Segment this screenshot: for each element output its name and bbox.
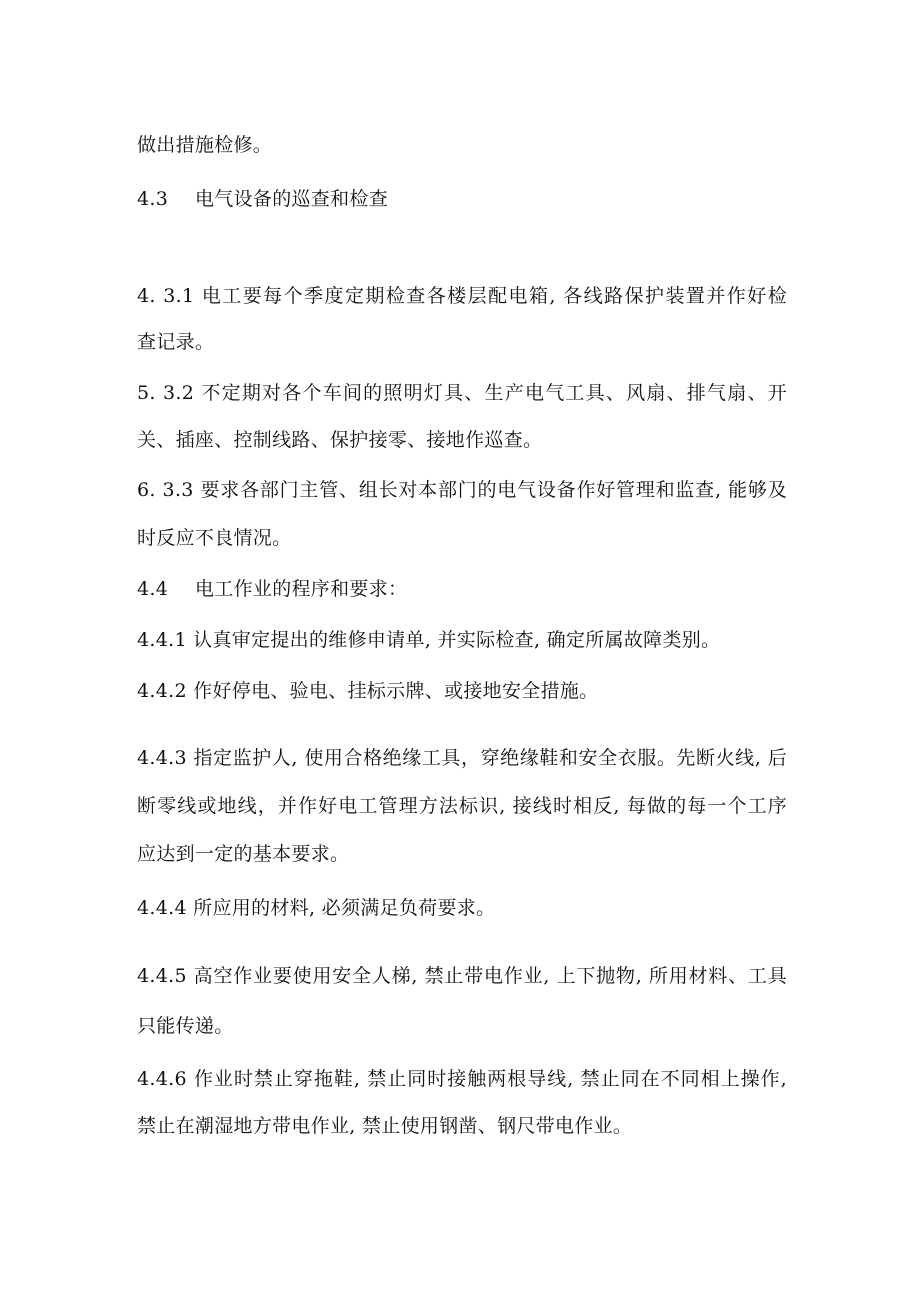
section-heading-4-4 [137,576,787,602]
section-number: 4.3 [137,188,169,210]
paragraph-line: 5. 3.2 不定期对各个车间的照明灯具、生产电气工具、风扇、排气扇、开 [137,382,787,404]
paragraph-line: 4.4.2 作好停电、验电、挂标示牌、或接地安全措施。 [137,680,599,702]
paragraph-line: 4.4.4 所应用的材料, 必须满足负荷要求。 [137,897,496,919]
paragraph-line: 做出措施检修。 [137,134,273,156]
section-heading-4-3 [137,186,787,212]
section-number: 4.4 [137,578,169,600]
paragraph-line: 禁止在潮湿地方带电作业, 禁止使用钢凿、钢尺带电作业。 [137,1115,633,1137]
paragraph-line: 时反应不良情况。 [137,527,292,549]
paragraph-line: 断零线或地线，并作好电工管理方法标识, 接线时相反, 每做的每一个工序 [137,795,787,817]
paragraph-line: 6. 3.3 要求各部门主管、组长对本部门的电气设备作好管理和监查, 能够及 [137,479,787,501]
paragraph-line: 4.4.1 认真审定提出的维修申请单, 并实际检查, 确定所属故障类别。 [137,629,721,651]
section-title: 电气设备的巡查和检查 [195,188,389,210]
paragraph-line: 4.4.5 高空作业要使用安全人梯, 禁止带电作业, 上下抛物, 所用材料、工具 [137,965,787,987]
paragraph-line: 4. 3.1 电工要每个季度定期检查各楼层配电箱, 各线路保护装置并作好检 [137,285,787,307]
paragraph-line: 应达到一定的基本要求。 [137,843,350,865]
section-title: 电工作业的程序和要求： [195,578,408,600]
paragraph-line: 查记录。 [137,331,215,353]
paragraph-line: 只能传递。 [137,1015,234,1037]
paragraph-line: 关、插座、控制线路、保护接零、接地作巡查。 [137,429,543,451]
paragraph-line: 4.4.3 指定监护人, 使用合格绝缘工具，穿绝缘鞋和安全衣服。先断火线, 后 [137,747,787,769]
paragraph-line: 4.4.6 作业时禁止穿拖鞋, 禁止同时接触两根导线, 禁止同在不同相上操作, [137,1068,787,1090]
